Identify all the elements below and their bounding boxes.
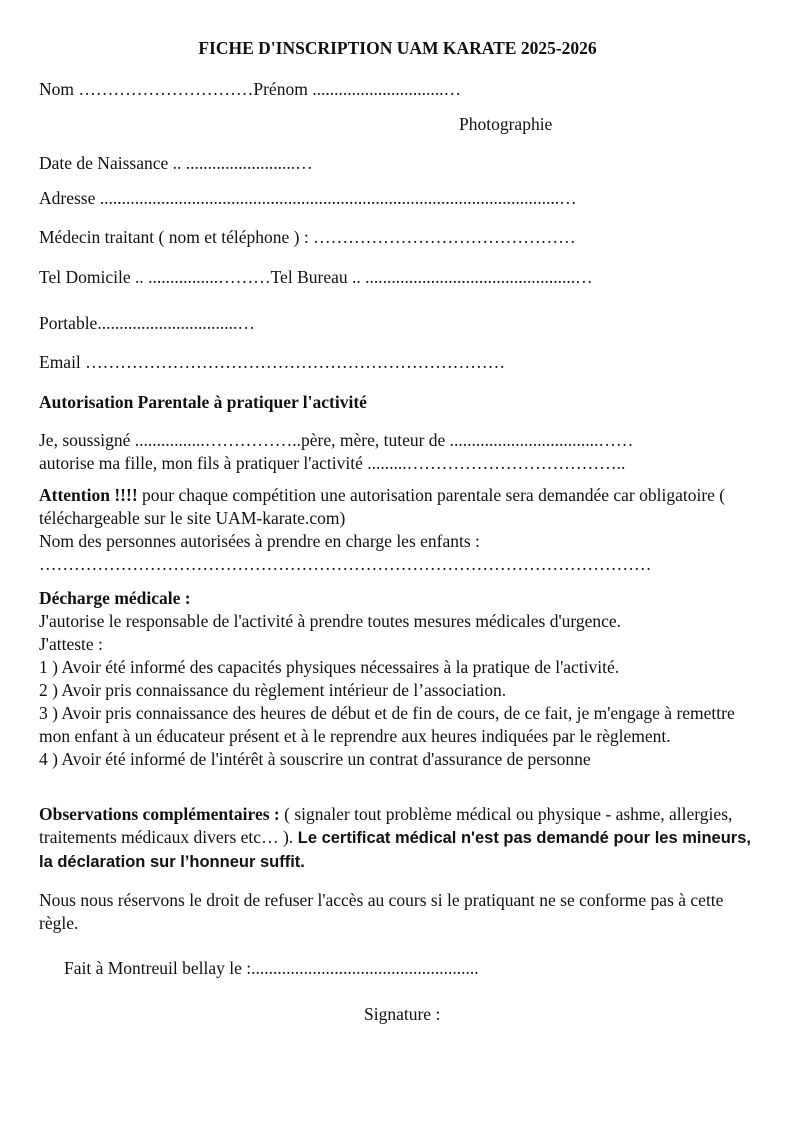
attention-paragraph [39,484,759,530]
medical-discharge-intro: J'autorise le responsable de l'activité à prendre toutes mesures médicales d'urgence. [39,611,622,631]
attest-item: 3 ) Avoir pris connaissance des heures de début et de fin de cours, de ce fait, je m'engage à remettre mon enfant à un éducateur présent et à le reprendre aux heures indiquées par le règlement. [39,703,735,746]
observations-text: ( signaler tout problème médical ou physique - ashme, allergies, traitements médicaux divers etc… ). [39,804,733,847]
attest-item: 4 ) Avoir été informé de l'intérêt à souscrire un contrat d'assurance de personne [39,749,591,769]
authorization-line-1: Je, soussigné ................……………..père, mère, tuteur de ..................................…… [39,430,634,450]
mobile-field: Portable................................… [39,313,255,333]
authorized-persons-dots: …………………………………………………………………………………………… [39,554,652,574]
attest-item: 1 ) Avoir été informé des capacités physiques nécessaires à la pratique de l'activité. [39,657,620,677]
reserve-paragraph [39,889,759,935]
medical-discharge-section [39,587,759,771]
address-field: Adresse .........................................................................................................… [39,188,577,208]
birthdate-field: Date de Naissance .. .........................… [39,153,313,173]
signature-label: Signature : [364,1004,441,1024]
attention-section [39,484,759,576]
photo-label: Photographie [459,114,553,134]
attention-label: Attention !!!! [39,485,138,505]
document-title: FICHE D'INSCRIPTION UAM KARATE 2025-2026 [198,38,597,58]
attest-item: 2 ) Avoir pris connaissance du règlement intérieur de l’association. [39,680,507,700]
authorization-line-2: autorise ma fille, mon fils à pratiquer l'activité .........……………………………….. [39,453,626,473]
doctor-field: Médecin traitant ( nom et téléphone ) : ……………………………………… [39,227,576,247]
reserve-text: Nous nous réservons le droit de refuser l'accès au cours si le pratiquant ne se conforme pas à cette règle. [39,890,724,933]
email-field: Email ……………………………………………………………… [39,352,506,372]
medical-discharge-heading: Décharge médicale : [39,588,191,608]
attest-label: J'atteste : [39,634,103,654]
nom-prenom-field: Nom …………………………Prénom ..............................… [39,79,461,99]
observations-section [39,803,759,874]
medical-certificate-note: Le certificat médical n'est pas demandé pour les mineurs, la déclaration sur l’honneur suffit. [39,829,751,871]
authorized-persons-label: Nom des personnes autorisées à prendre en charge les enfants : [39,531,480,551]
observations-label: Observations complémentaires : [39,804,280,824]
authorization-heading: Autorisation Parentale à pratiquer l'activité [39,392,367,412]
phone-field: Tel Domicile .. ................………Tel Bureau .. ................................................… [39,267,593,287]
attention-text: pour chaque compétition une autorisation parentale sera demandée car obligatoire ( téléchargeable sur le site UAM-karate.com) [39,485,726,528]
place-date-field: Fait à Montreuil bellay le :.................................................... [64,958,479,978]
